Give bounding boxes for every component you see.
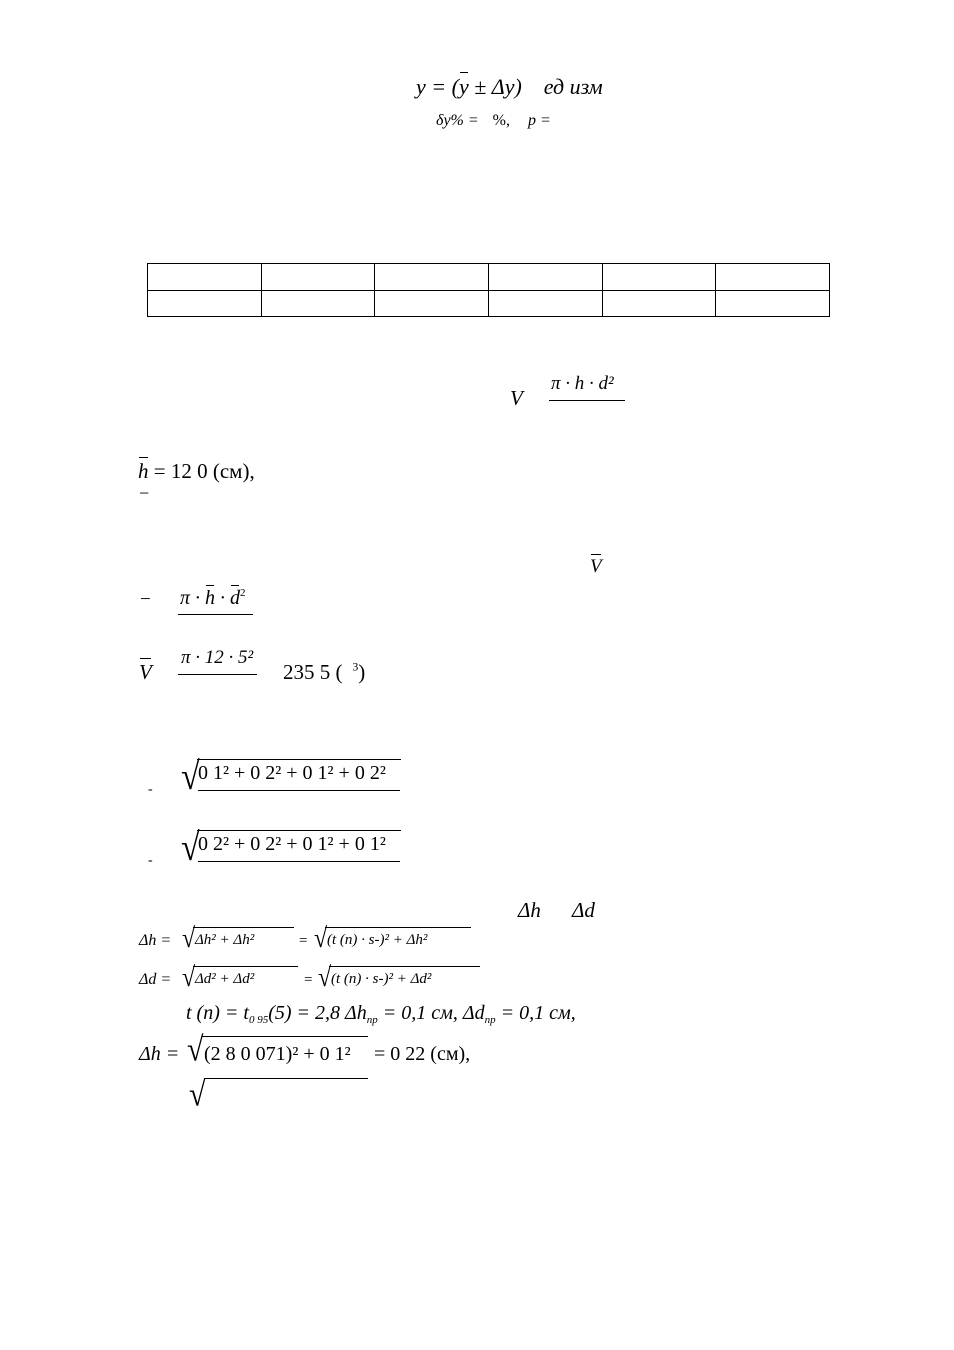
table-cell [488, 290, 602, 317]
d-mean-symbol: d [230, 587, 241, 609]
table-cell [148, 264, 262, 291]
h-mean-line [138, 459, 255, 484]
volume-value: 235 5 ( [283, 660, 343, 684]
dash-mark: - [148, 782, 153, 797]
table-cell [375, 290, 489, 317]
table-cell [716, 264, 830, 291]
unit-label: ед изм [543, 74, 603, 99]
equals-sign: = [299, 933, 308, 949]
table-cell [602, 290, 716, 317]
sqrt-underline [198, 790, 400, 791]
table-cell [261, 290, 375, 317]
sqrt-vinculum [193, 927, 294, 928]
table-cell [488, 264, 602, 291]
instrument-error-d: = 0,1 см, [495, 1002, 576, 1024]
table-row [148, 290, 830, 317]
dot-operator: · [215, 587, 231, 609]
probability-label: p = [528, 112, 551, 129]
volume-fraction-line [549, 400, 625, 401]
sqrt-sign: √ [181, 826, 200, 870]
delta-d-equation-lhs: Δd = [139, 971, 172, 988]
sqrt-vinculum [202, 1036, 368, 1037]
sqrt-sign: √ [314, 923, 328, 954]
sqrt-vinculum [204, 1078, 368, 1079]
volume-numerator: π · h · d² [551, 373, 614, 394]
sqrt-sign: √ [318, 962, 332, 993]
numeric-numerator: π · 12 · 5² [181, 647, 254, 668]
volume-symbol: V [510, 386, 523, 410]
delta-h-symbol: Δh [518, 898, 541, 922]
table-cell [602, 264, 716, 291]
t-coefficient: t (n) = t [186, 1002, 249, 1024]
sqrt-sign: √ [182, 923, 196, 954]
sqrt-sign: √ [181, 755, 200, 799]
table-row [148, 264, 830, 291]
sqrt-underline [198, 861, 400, 862]
relative-error-label: δy% = [436, 112, 479, 129]
table-cell [261, 264, 375, 291]
result-pm: ± Δy) [468, 74, 522, 99]
delta-d-symbol: Δd [572, 898, 595, 922]
table-cell [716, 290, 830, 317]
sqrt-vinculum [329, 966, 480, 967]
exponent: 2 [240, 586, 246, 599]
exponent: 3 [352, 661, 359, 674]
y-mean: y [458, 74, 469, 99]
delta-h-calc-lhs: Δh = [139, 1043, 180, 1065]
h-mean-symbol: h [138, 459, 149, 483]
table-cell [375, 264, 489, 291]
h-mean-symbol: h [205, 587, 216, 609]
equals-sign: = [304, 972, 313, 988]
delta-h-calc-body: (2 8 0 071)² + 0 1² [204, 1043, 351, 1065]
mean-volume-fraction-line [178, 614, 253, 615]
result-equation [416, 74, 603, 100]
sqrt-vinculum [193, 966, 298, 967]
numeric-fraction-line [178, 674, 257, 675]
result-lhs: y = ( [416, 74, 459, 99]
dash-mark: − [139, 483, 150, 503]
sqrt-body: 0 2² + 0 2² + 0 1² + 0 1² [198, 833, 386, 855]
sqrt-sign: √ [189, 1075, 206, 1114]
delta-h-equation-lhs: Δh = [139, 932, 172, 949]
percent-sign: %, [492, 112, 510, 129]
t-coefficient-line [186, 1002, 576, 1025]
v-mean-letter: V [139, 660, 152, 684]
delta-d-root-body: Δd² + Δd² [195, 971, 255, 987]
pi-symbol: π · [180, 587, 206, 609]
dash-mark: − [140, 589, 151, 610]
h-mean-value: = 12 0 (см), [148, 459, 255, 483]
v-mean-letter: V [590, 556, 602, 577]
sqrt-vinculum [325, 927, 471, 928]
table-cell [148, 290, 262, 317]
relative-error-line [436, 112, 551, 130]
delta-d-root-body-2: (t (n) · s-)² + Δd² [331, 971, 432, 987]
t-value: (5) = 2,8 Δh [268, 1002, 367, 1024]
sqrt-vinculum [197, 759, 401, 760]
v-mean-symbol [139, 660, 152, 685]
instrument-error-h: = 0,1 см, Δd [377, 1002, 485, 1024]
sqrt-vinculum [197, 830, 401, 831]
subscript: 0 95 [248, 1013, 269, 1026]
measurement-table [147, 263, 830, 317]
delta-h-root-body: Δh² + Δh² [195, 932, 255, 948]
delta-h-calc-result: = 0 22 (см), [374, 1043, 471, 1065]
sqrt-body: 0 1² + 0 2² + 0 1² + 0 2² [198, 762, 386, 784]
sqrt-sign: √ [187, 1030, 204, 1069]
mean-volume-numerator [180, 587, 246, 610]
delta-h-root-body-2: (t (n) · s-)² + Δh² [327, 932, 428, 948]
subscript: пр [484, 1013, 496, 1026]
dash-mark: - [148, 853, 153, 868]
sqrt-sign: √ [182, 962, 196, 993]
v-mean-symbol [590, 556, 602, 578]
close-paren: ) [358, 660, 366, 684]
numeric-volume-value [283, 660, 365, 685]
subscript: пр [366, 1013, 378, 1026]
